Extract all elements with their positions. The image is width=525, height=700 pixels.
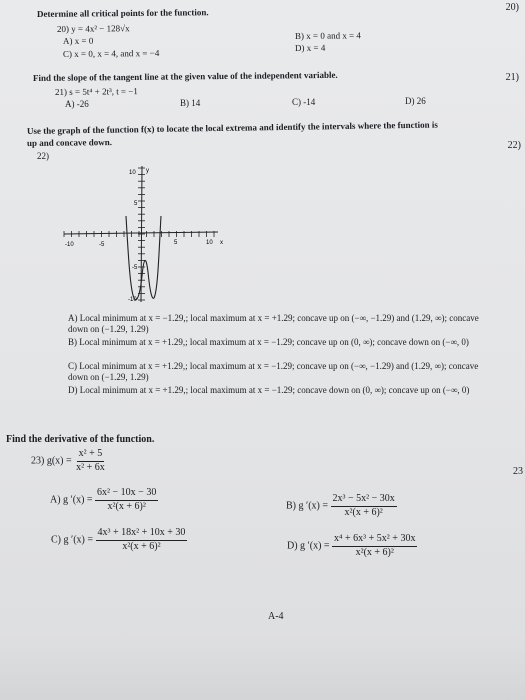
q23-option-b-numerator: 2x³ − 5x² − 30x <box>331 494 397 507</box>
q23-option-b <box>286 494 397 518</box>
q22-heading-line2: up and concave down. <box>26 137 113 148</box>
q20-heading: Determine all critical points for the function. <box>36 7 209 19</box>
y-tick-label-neg5: -5 <box>132 265 138 271</box>
q22-prompt: 22) <box>37 151 49 161</box>
q22-option-d: D) Local minimum at x = +1.29,; local maximum at x = −1.29; concave down on (0, ∞); concave up on (−∞, 0) <box>68 385 470 395</box>
q23-option-d-denominator: x²(x + 6)² <box>355 546 394 558</box>
q20-option-c: C) x = 0, x = 4, and x = −4 <box>62 47 160 59</box>
q23-option-d-lhs: D) g ′(x) = <box>287 540 330 552</box>
q22-heading-line1: Use the graph of the function f(x) to locate the local extrema and identify the intervals where the function is <box>26 119 438 136</box>
y-tick-label-neg10: -10 <box>128 297 137 303</box>
q23-option-a-numerator: 6x² − 10x − 30 <box>95 488 158 501</box>
q23-prompt <box>31 449 107 473</box>
q23-option-c-numerator: 4x³ + 18x² + 10x + 30 <box>96 528 188 541</box>
q20-option-a: A) x = 0 <box>62 35 94 46</box>
q23-option-a <box>50 488 158 512</box>
x-axis-label: x <box>220 240 223 246</box>
page-shadow <box>0 640 525 700</box>
q20-option-d: D) x = 4 <box>294 42 326 53</box>
x-tick-label-5: 5 <box>174 240 178 246</box>
q21-option-d: D) 26 <box>405 96 426 106</box>
x-tick-label-10: 10 <box>206 240 213 246</box>
q23-prompt-lhs: 23) g(x) = <box>31 455 72 467</box>
q21-option-c: C) -14 <box>292 97 316 107</box>
q23-number-label: 23 <box>513 466 523 477</box>
q21-prompt: 21) s = 5t⁴ + 2t³, t = −1 <box>54 86 138 97</box>
q20-prompt: 20) y = 4x² − 128√x <box>56 23 130 34</box>
q21-option-b: B) 14 <box>180 98 201 108</box>
x-tick-label-neg10: -10 <box>65 242 74 248</box>
y-tick-label-5: 5 <box>134 201 138 207</box>
q23-option-c-lhs: C) g ′(x) = <box>51 534 93 546</box>
q20-number-label: 20) <box>505 2 519 13</box>
q22-graph <box>60 160 230 310</box>
q23-option-c <box>51 528 187 552</box>
x-tick-label-neg5: -5 <box>99 242 105 248</box>
q23-option-a-lhs: A) g ′(x) = <box>50 494 93 506</box>
q22-option-b: B) Local minimum at x = +1.29,; local maximum at x = −1.29; concave up on (0, ∞); concave down on (−∞, 0) <box>68 337 469 347</box>
q23-option-c-denominator: x²(x + 6)² <box>122 540 161 552</box>
q23-option-d <box>287 534 417 558</box>
axis-ticks <box>64 168 214 300</box>
q21-heading: Find the slope of the tangent line at the given value of the independent variable. <box>32 69 338 83</box>
q21-number-label: 21) <box>505 72 519 83</box>
y-axis-label: y <box>146 168 149 174</box>
q23-option-b-lhs: B) g ′(x) = <box>286 500 328 512</box>
q23-option-a-denominator: x²(x + 6)² <box>107 500 146 512</box>
q23-prompt-denominator: x² + 6x <box>76 461 105 473</box>
q23-prompt-numerator: x² + 5 <box>77 449 105 462</box>
q20-option-b: B) x = 0 and x = 4 <box>294 30 361 41</box>
q22-option-a: A) Local minimum at x = −1.29,; local maximum at x = +1.29; concave up on (−∞, −1.29) and (1.29, ∞); concave down on (−1.29, 1.29) <box>68 313 479 334</box>
page-label: A-4 <box>268 611 284 622</box>
q23-option-b-denominator: x²(x + 6)² <box>344 506 383 518</box>
q23-option-d-numerator: x⁴ + 6x³ + 5x² + 30x <box>332 534 417 547</box>
q21-option-a: A) -26 <box>65 99 89 109</box>
y-tick-label-10: 10 <box>129 170 136 176</box>
q22-option-c: C) Local minimum at x = +1.29,; local maximum at x = −1.29; concave up on (−∞, −1.29) and (1.29, ∞); concave down on (−1.29, 1.29) <box>68 361 479 382</box>
q22-number-label: 22) <box>507 140 521 151</box>
q23-heading: Find the derivative of the function. <box>6 434 155 445</box>
